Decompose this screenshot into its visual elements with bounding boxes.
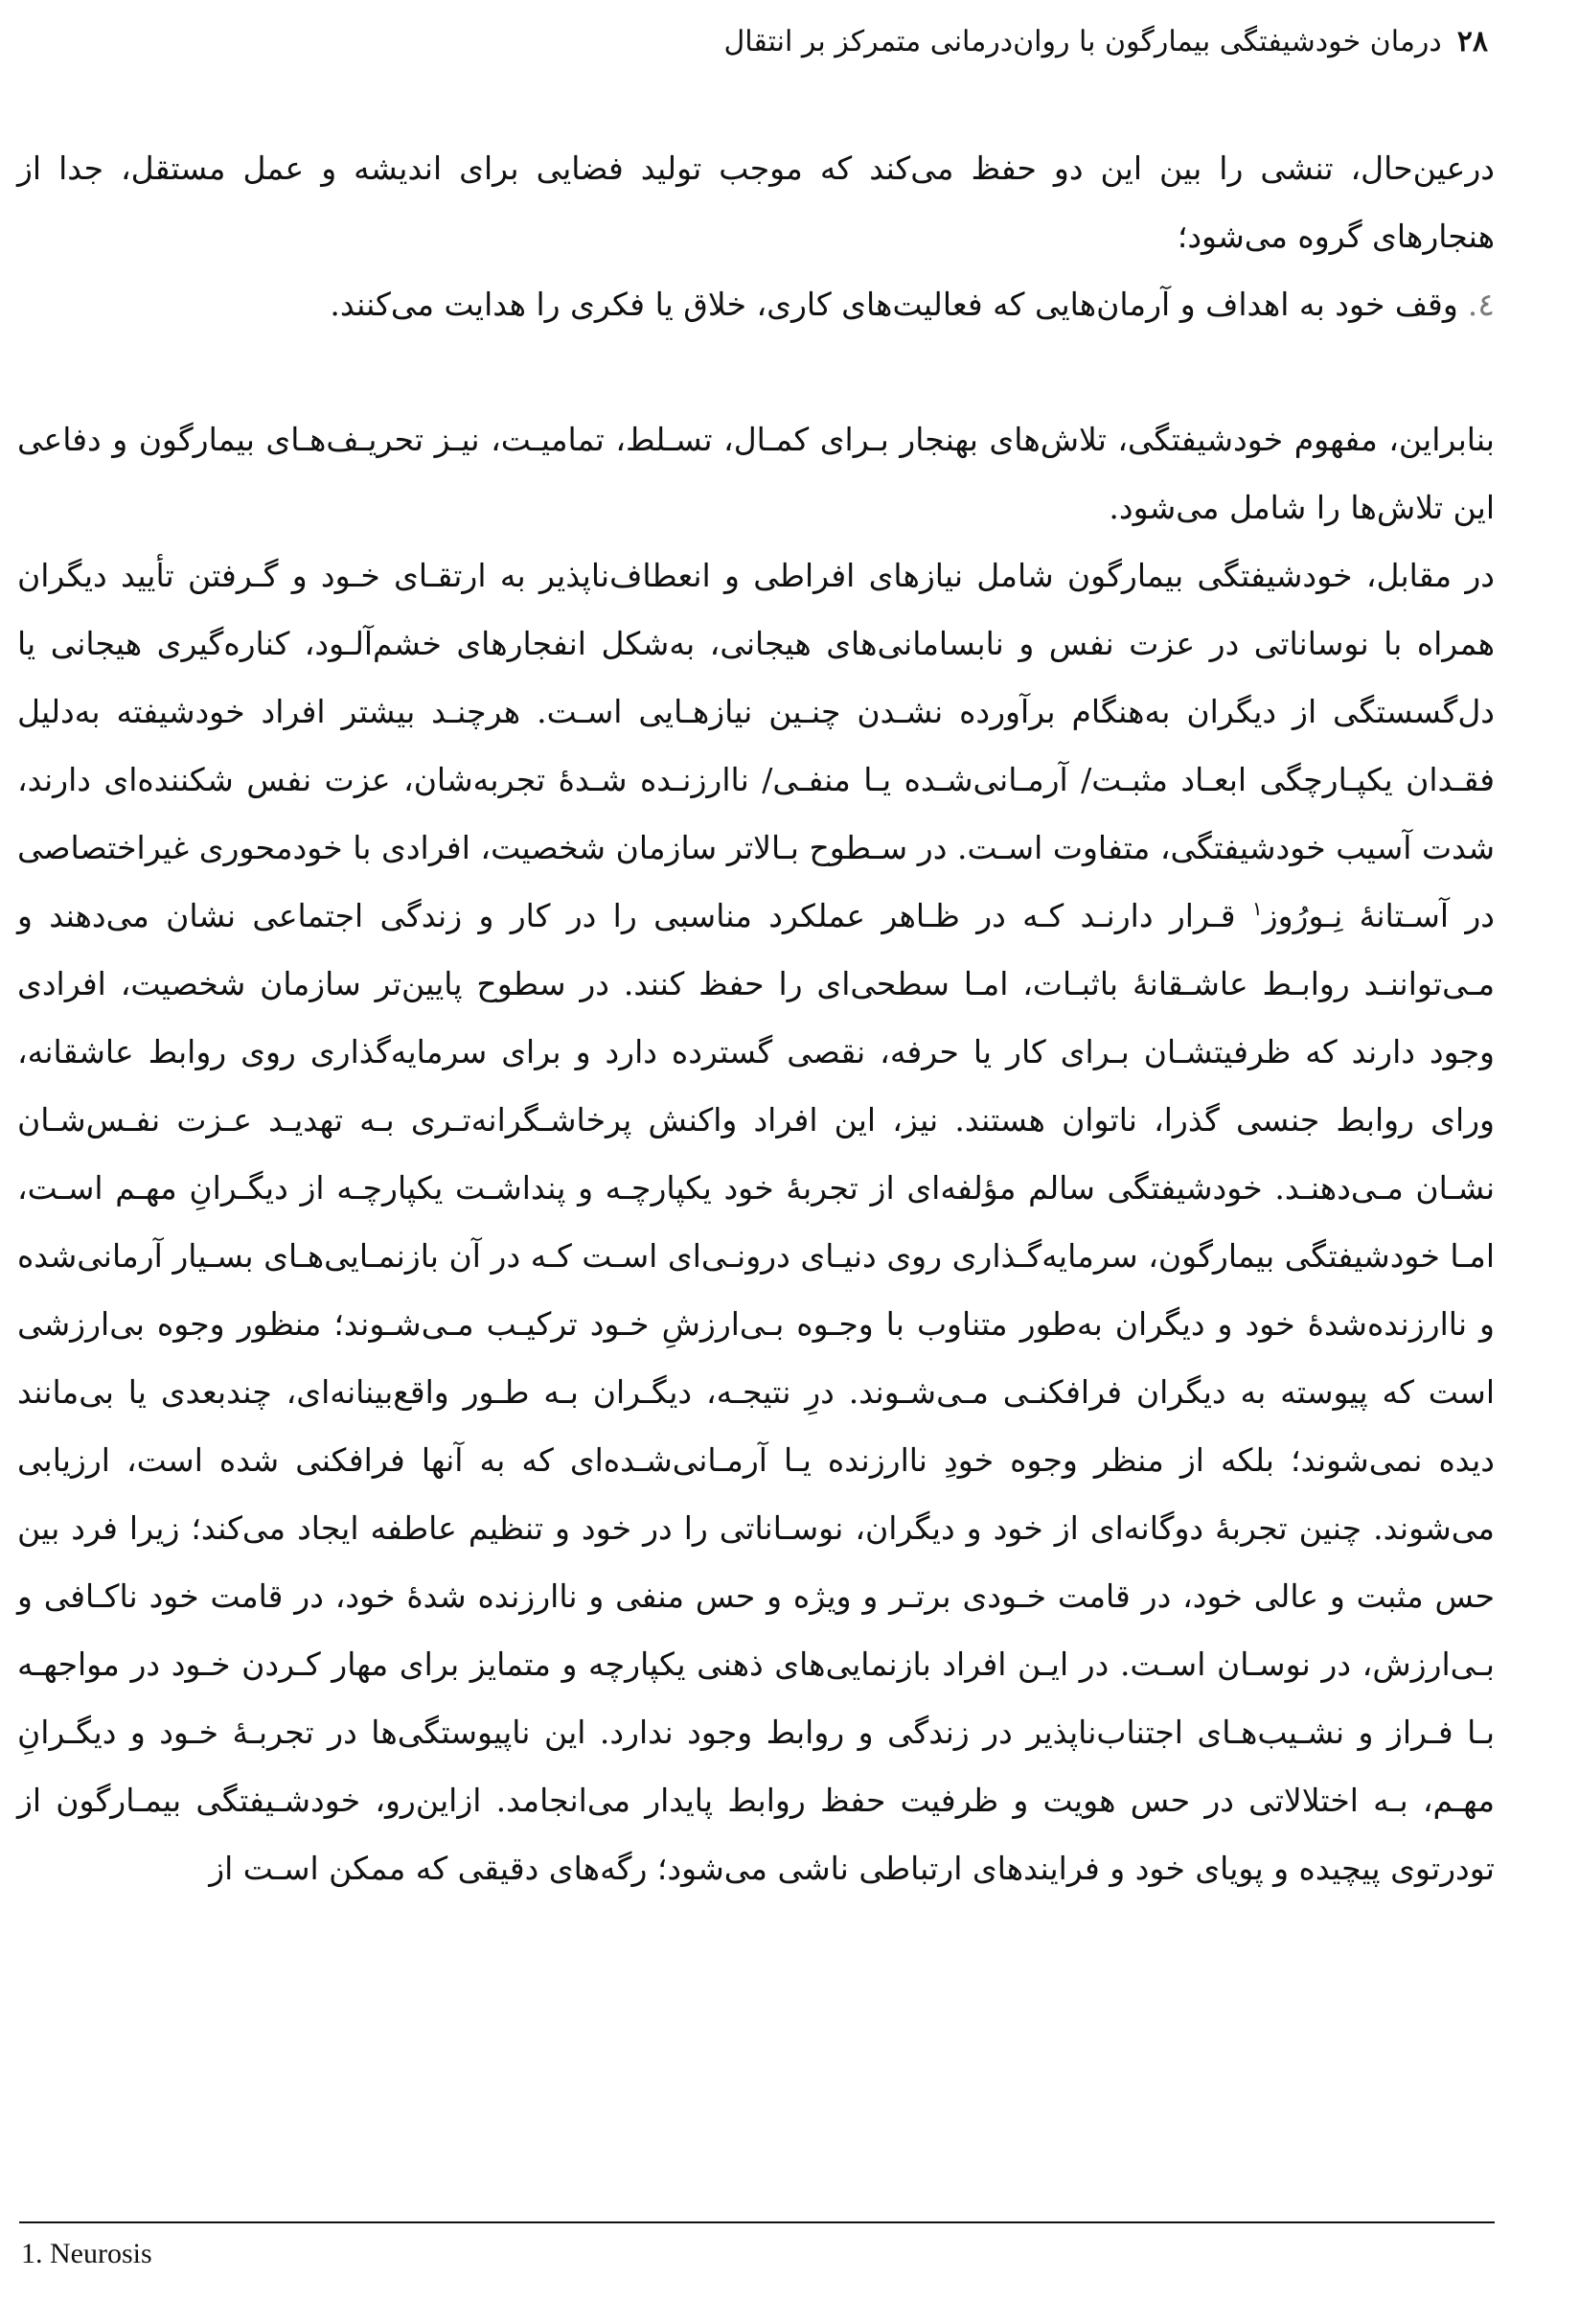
footnote: 1. Neurosis <box>21 2238 152 2269</box>
list-item-4-text: وقف خود به اهداف و آرمان‌هایی که فعالیت‌های کاری، خلاق یا فکری را هدایت می‌کنند. <box>330 286 1458 323</box>
list-item-4-number: ٤. <box>1467 286 1495 323</box>
list-item-3-text: درعین‌حال، تنشی را بین این دو حفظ می‌کند که موجب تولید فضایی برای اندیشه و عمل مستقل، جدا از هنجارهای گروه می‌شود؛ <box>17 150 1495 255</box>
paragraph-2-text: در مقابل، خودشیفتگی بیمارگون شامل نیازهای افراطی و انعطاف‌ناپذیر به ارتقـای خـود و گـرفتن تأیید دیگران همراه با نوساناتی در عزت نفس و نابسامانی‌های هیجانی، به‌شکل انفجارهای خشم‌آلـود، کناره‌گیری هیجانی یا دل‌گسستگی از دیگران به‌هنگام برآورده نشـدن چنـین نیازهـایی اسـت. هرچنـد بیشتر افراد خودشیفته به‌دلیل فقـدان یکپـارچگی ابعـاد مثبـت/ آرمـانی‌شـده یـا منفـی/ ناارزنـده شـدۀ تجربه‌شان، عزت نفس شکننده‌ای دارند، شدت آسیب خودشیفتگی، متفاوت اسـت. در سـطوح بـالاتر سازمان شخصیت، افرادی با خودمحوری غیراختصاصی در آسـتانۀ نِـورُوز <box>17 557 1495 934</box>
list-item-continuation <box>17 134 1495 270</box>
list-item-4 <box>17 270 1495 338</box>
running-title: درمان خودشیفتگی بیمارگون با روان‌درمانی متمرکز بر انتقال <box>723 25 1442 58</box>
paragraph-gap <box>17 338 1495 405</box>
paragraph-2-text-cont: قـرار دارنـد کـه در ظـاهر عملکرد مناسبی را در کار و زندگی اجتماعی نشان می‌دهند و مـی‌تواننـد روابـط عاشـقانۀ باثبـات، امـا سطحی‌ای را حفظ کنند. در سطوح پایین‌تر سازمان شخصیت، افرادی وجود دارند که ظرفیتشـان بـرای کار یا حرفه، نقصی گسترده دارد و برای سرمایه‌گذاری روی روابط عاشقانه، ورای روابط جنسی گذرا، ناتوان هستند. نیز، این افراد واکنش پرخاشـگرانه‌تـری بـه تهدیـد عـزت نفـس‌شـان نشـان مـی‌دهنـد. خودشیفتگی سالم مؤلفه‌ای از تجربۀ خود یکپارچـه و پنداشـت یکپارچـه از دیگـرانِ مهـم اسـت، امـا خودشیفتگی بیمارگون، سرمایه‌گـذاری روی دنیـای درونـی‌ای اسـت کـه در آن بازنمـایی‌هـای بسـیار آرمانی‌شده و ناارزنده‌شدۀ خود و دیگران به‌طور متناوب با وجـوه بـی‌ارزشِ خـود ترکیـب مـی‌شـوند؛ منظور وجوه بی‌ارزشی است که پیوسته به دیگران فرافکنـی مـی‌شـوند. درِ نتیجـه، دیگـران بـه طـور واقع‌بینانه‌ای، چندبعدی یا بی‌مانند دیده نمی‌شوند؛ بلکه از منظر وجوه خودِ ناارزنده یـا آرمـانی‌شـده‌ای که به آنها فرافکنی شده است، ارزیابی می‌شوند. چنین تجربۀ دوگانه‌ای از خود و دیگران، نوسـاناتی را در خود و تنظیم عاطفه ایجاد می‌کند؛ زیرا فرد بین حس مثبت و عالی خود، در قامت خـودی برتـر و ویژه و حس منفی و ناارزنده شدۀ خود، در قامت خود ناکـافی و بـی‌ارزش، در نوسـان اسـت. در ایـن افراد بازنمایی‌های ذهنی یکپارچه و متمایز برای مهار کـردن خـود در مواجهـه بـا فـراز و نشـیب‌هـای اجتناب‌ناپذیر در زندگی و روابط وجود ندارد. این ناپیوستگی‌ها در تجربـۀ خـود و دیگـرانِ مهـم، بـه اختلالاتی در حس هویت و ظرفیت حفظ روابط پایدار می‌انجامد. ازاین‌رو، خودشـیفتگی بیمـارگون از تودرتوی پیچیده و پویای خود و فرایندهای ارتباطی ناشی می‌شود؛ رگه‌های دقیقی که ممکن اسـت از <box>17 897 1495 1887</box>
body-text <box>17 134 1495 1902</box>
paragraph <box>17 405 1495 541</box>
footnote-divider <box>19 2221 1495 2223</box>
paragraph-1-text: بنابراین، مفهوم خودشیفتگی، تلاش‌های بهنجار بـرای کمـال، تسـلط، تمامیـت، نیـز تحریـف‌هـای بیمارگون و دفاعی این تلاش‌ها را شامل می‌شود. <box>17 421 1495 526</box>
running-header <box>89 21 1488 63</box>
paragraph <box>17 541 1495 1902</box>
footnote-marker: ١ <box>1251 897 1263 920</box>
page-number: ۲۸ <box>1456 25 1488 58</box>
